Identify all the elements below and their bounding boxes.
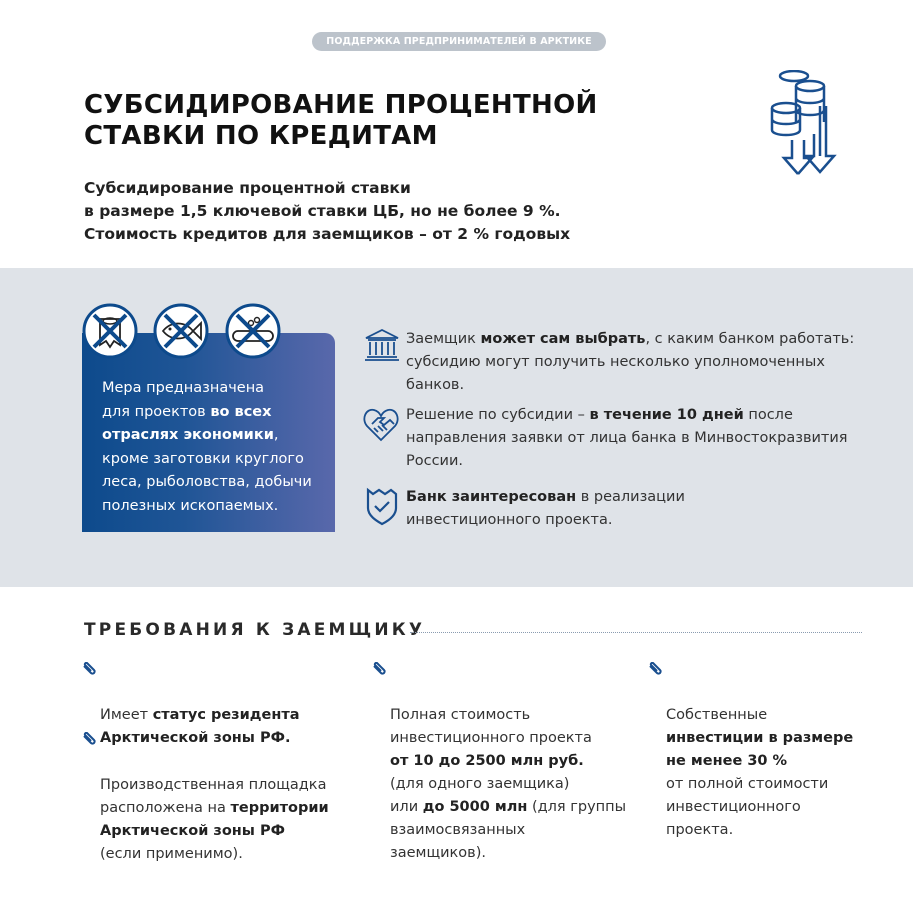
text: Полная стоимость инвестиционного проекта — [390, 707, 592, 746]
text: после направления заявки от лица банка в Минвостокразвития России. — [406, 407, 848, 469]
page-title: СУБСИДИРОВАНИЕ ПРОЦЕНТНОЙ СТАВКИ ПО КРЕДИТАМ — [84, 90, 598, 151]
feature-decision-time — [362, 404, 848, 473]
lead-text: Субсидирование процентной ставки в размере 1,5 ключевой ставки ЦБ, но не более 9 %. Стоимость кредитов для заемщиков – от 2 % годовых — [84, 179, 571, 243]
text: Заемщик — [406, 331, 481, 347]
bold-text: от 10 до 2500 млн руб. — [390, 753, 584, 769]
requirement-text — [390, 707, 626, 861]
feature-text — [406, 486, 685, 532]
feature-text — [406, 328, 854, 397]
bold-text: территории Арктической зоны РФ — [100, 800, 329, 839]
bold-text: инвестиции в размере не менее 30 % — [666, 730, 854, 769]
no-fishing-icon — [153, 303, 209, 359]
coins-down-arrows-icon — [764, 70, 854, 180]
text: Решение по субсидии – — [406, 407, 590, 423]
section-badge: ПОДДЕРЖКА ПРЕДПРИНИМАТЕЛЕЙ В АРКТИКЕ — [312, 32, 606, 51]
text: (если применимо). — [100, 846, 243, 862]
requirements-heading: ТРЕБОВАНИЯ К ЗАЕМЩИКУ — [84, 620, 426, 640]
bold-text: может сам выбрать — [480, 331, 646, 347]
text: , с каким банком работать: субсидию могут получить несколько уполномоченных банков. — [406, 331, 855, 393]
text: (для группы взаимосвязанных заемщиков). — [390, 799, 627, 861]
requirement-text — [100, 777, 329, 862]
handshake-heart-icon — [362, 404, 406, 444]
bold-text: в течение 10 дней — [589, 407, 744, 423]
feature-text — [406, 404, 848, 473]
paperclip-icon — [372, 662, 386, 676]
text: , кроме заготовки круглого леса, рыболовства, добычи полезных ископаемых. — [102, 427, 312, 514]
bank-icon — [362, 328, 406, 362]
bold-text: Банк заинтересован — [406, 489, 577, 505]
bold-text: до 5000 млн — [422, 799, 528, 815]
bold-text: во всех отраслях экономики — [102, 403, 274, 443]
no-logging-icon — [82, 303, 138, 359]
eligibility-box — [82, 333, 335, 532]
requirement-text — [666, 707, 853, 838]
paperclip-icon — [82, 662, 96, 676]
feature-bank-interest — [362, 486, 685, 532]
paperclip-icon — [82, 732, 96, 746]
text: в реализации инвестиционного проекта. — [406, 489, 685, 528]
paperclip-icon — [648, 662, 662, 676]
heading-divider — [410, 632, 862, 633]
shield-check-icon — [362, 486, 406, 526]
requirement-item — [100, 728, 329, 866]
no-mining-icon — [225, 303, 281, 359]
requirement-item — [666, 658, 853, 842]
text: Производственная площадка расположена на — [100, 777, 327, 816]
text: Имеет — [100, 707, 153, 723]
feature-bank-choice — [362, 328, 854, 397]
eligibility-text — [102, 377, 312, 518]
bold-text: статус резидента Арктической зоны РФ. — [100, 707, 300, 746]
requirement-item — [390, 658, 626, 865]
text: Собственные — [666, 707, 768, 723]
text: Мера предназначена для проектов — [102, 380, 265, 420]
text: от полной стоимости инвестиционного проекта. — [666, 776, 829, 838]
text: (для одного заемщика) или — [390, 776, 570, 815]
